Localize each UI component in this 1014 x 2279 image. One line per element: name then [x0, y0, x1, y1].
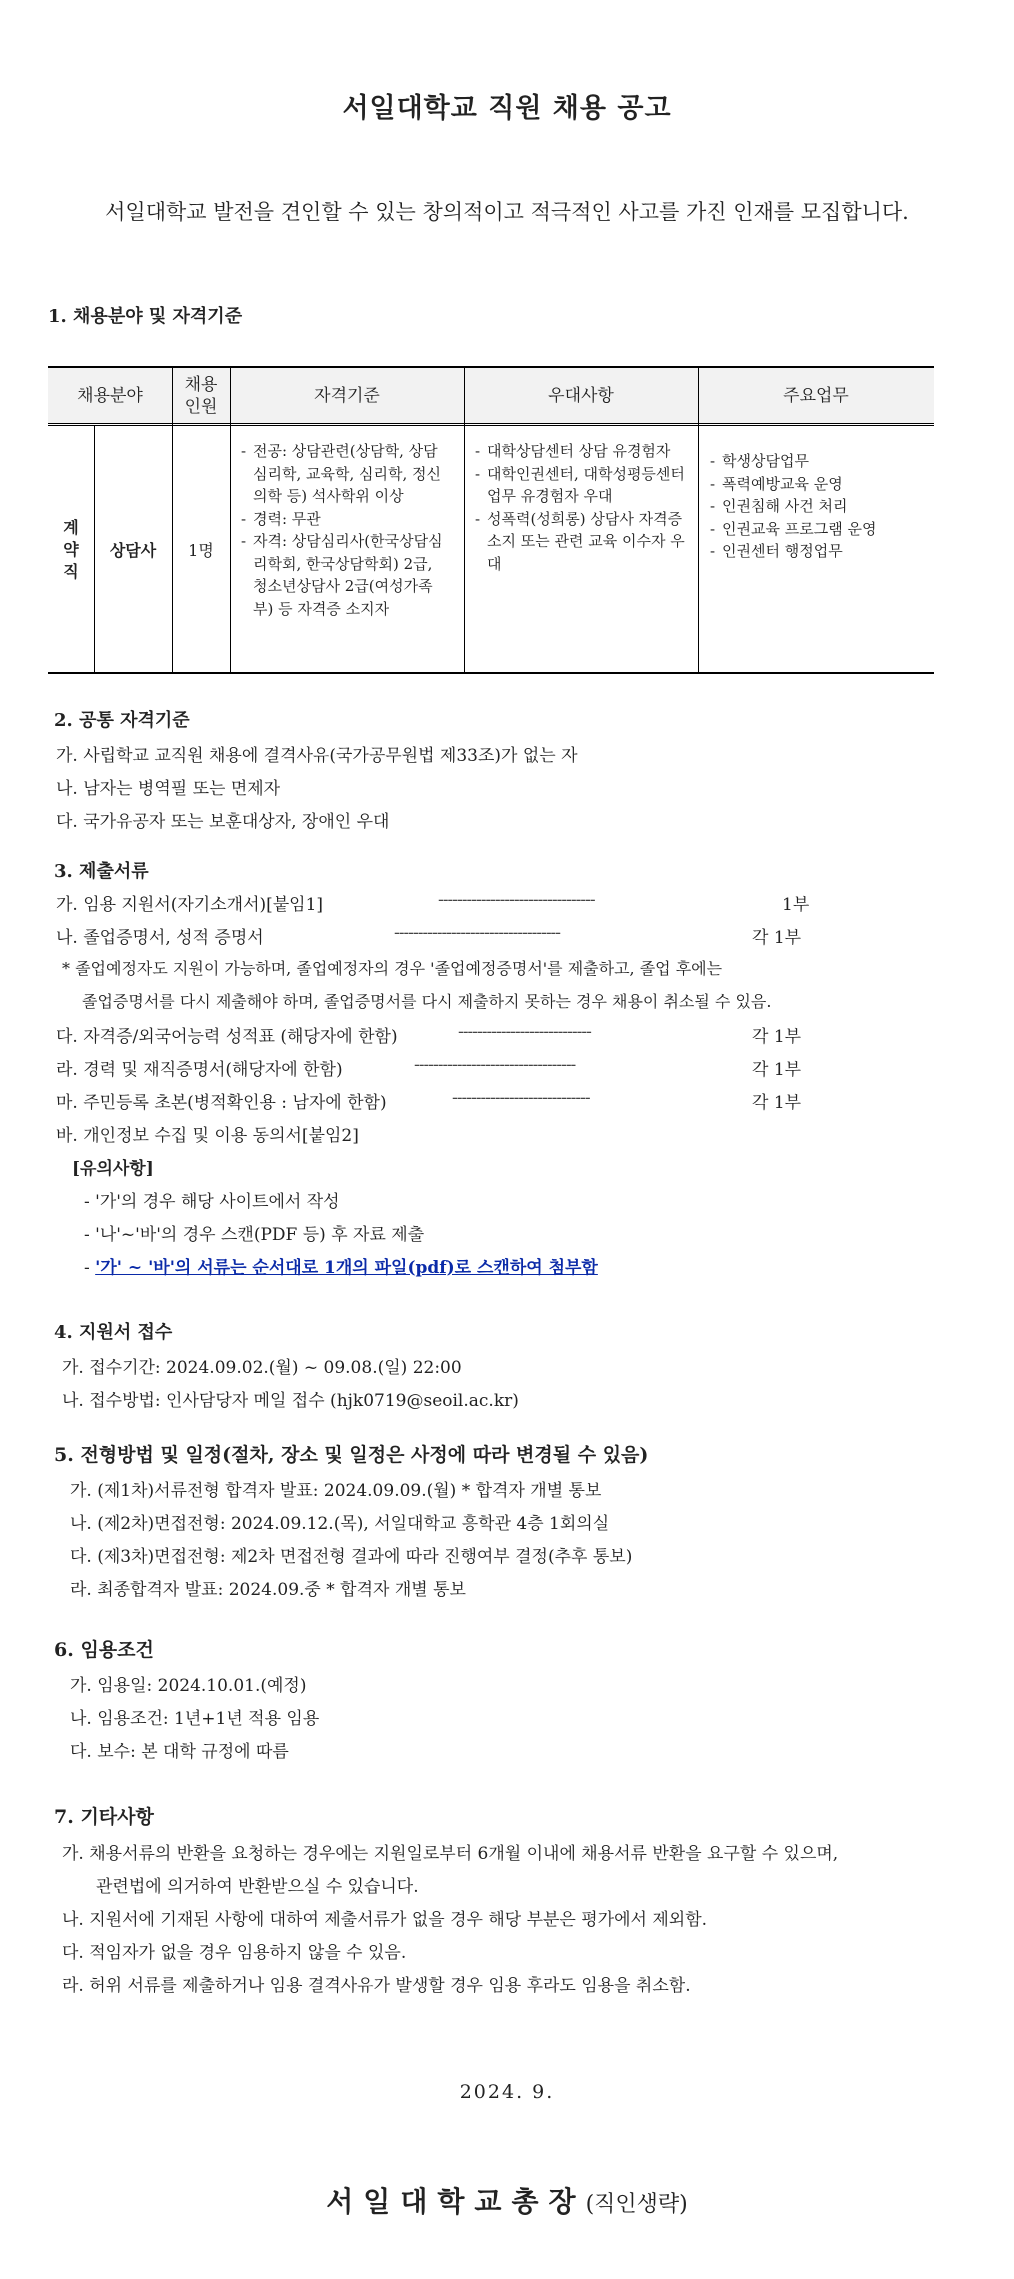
list-item: 다. 국가유공자 또는 보훈대상자, 장애인 우대	[56, 812, 390, 832]
header-preference: 우대사항	[548, 385, 614, 406]
doc-item-da: 다. 자격증/외국어능력 성적표 (해당자에 한함)	[56, 1027, 398, 1047]
caution-heading: [유의사항]	[72, 1159, 154, 1179]
doc-item-ma: 마. 주민등록 초본(병적확인용 : 남자에 한함)	[56, 1093, 387, 1113]
graduation-note: * 졸업예정자도 지원이 가능하며, 졸업예정자의 경우 '졸업예정증명서'를 제출하고, 졸업 후에는	[62, 959, 723, 978]
page-title: 서일대학교 직원 채용 공고	[342, 93, 672, 124]
list-item: 나. 임용조건: 1년+1년 적용 임용	[70, 1709, 320, 1729]
list-item: 라. 허위 서류를 제출하거나 임용 결격사유가 발생할 경우 임용 후라도 임용을 취소함.	[62, 1976, 691, 1996]
doc-item-ga: 가. 임용 지원서(자기소개서)[붙임1]	[56, 895, 324, 915]
cell-qualification	[241, 440, 449, 620]
list-item: 다. (제3차)면접전형: 제2차 면접전형 결과에 따라 진행여부 결정(추후 통보)	[70, 1547, 633, 1567]
list-item: 나. 지원서에 기재된 사항에 대하여 제출서류가 없을 경우 해당 부분은 평가에서 제외함.	[62, 1910, 708, 1930]
cell-count: 1명	[188, 541, 214, 560]
list-item: 다. 보수: 본 대학 규정에 따름	[70, 1742, 289, 1762]
section-1-heading: 1. 채용분야 및 자격기준	[48, 306, 243, 327]
dotted-leader: ----------------------------	[458, 1022, 591, 1042]
dotted-leader: ---------------------------------	[438, 890, 595, 910]
intro-text: 서일대학교 발전을 견인할 수 있는 창의적이고 적극적인 사고를 가진 인재를 모집합니다.	[105, 200, 909, 224]
signature	[0, 2180, 1014, 2220]
header-count: 채용 인원	[184, 374, 218, 417]
cell-type: 계 약 직	[63, 517, 79, 581]
duty-item: - 인권센터 행정업무	[710, 540, 928, 563]
list-item: 가. 채용서류의 반환을 요청하는 경우에는 지원일로부터 6개월 이내에 채용서류 반환을 요구할 수 있으며,	[62, 1844, 839, 1864]
duty-item: - 인권교육 프로그램 운영	[710, 518, 928, 541]
table-header-divider	[48, 423, 934, 424]
doc-item-na: 나. 졸업증명서, 성적 증명서	[56, 928, 264, 948]
dotted-leader: -----------------------------------	[394, 923, 561, 943]
cell-duty	[710, 450, 928, 563]
cell-preference	[475, 440, 687, 575]
list-item: 다. 적임자가 없을 경우 임용하지 않을 수 있음.	[62, 1943, 407, 1963]
duty-item: - 인권침해 사건 처리	[710, 495, 928, 518]
duty-item: - 학생상담업무	[710, 450, 928, 473]
doc-item-ga-count: 1부	[782, 895, 810, 915]
preference-item: - 성폭력(성희롱) 상담사 자격증 소지 또는 관련 교육 이수자 우대	[475, 508, 687, 576]
caution-emphasis: '가' ~ '바'의 서류는 순서대로 1개의 파일(pdf)로 스캔하여 첨부함	[95, 1258, 598, 1278]
doc-item-ra-count: 각 1부	[752, 1060, 802, 1080]
section-2-heading: 2. 공통 자격기준	[54, 710, 190, 731]
section-4-heading: 4. 지원서 접수	[54, 1322, 173, 1343]
recruitment-table	[48, 366, 934, 674]
doc-item-na-count: 각 1부	[752, 928, 802, 948]
notice-date: 2024. 9.	[459, 2081, 555, 2103]
list-item: 라. 최종합격자 발표: 2024.09.중 * 합격자 개별 통보	[70, 1580, 466, 1600]
caution-item: - '나'~'바'의 경우 스캔(PDF 등) 후 자료 제출	[84, 1225, 425, 1245]
doc-item-ra: 라. 경력 및 재직증명서(해당자에 한함)	[56, 1060, 343, 1080]
duty-item: - 폭력예방교육 운영	[710, 473, 928, 496]
qualification-item: - 자격: 상담심리사(한국상담심리학회, 한국상담학회) 2급, 청소년상담사 2급(여성가족부) 등 자격증 소지자	[241, 530, 449, 620]
cell-field: 상담사	[109, 541, 157, 560]
section-3-heading: 3. 제출서류	[54, 861, 149, 882]
section-6-heading: 6. 임용조건	[54, 1639, 154, 1661]
caution-item	[84, 1253, 598, 1278]
doc-item-ba: 바. 개인정보 수집 및 이용 동의서[붙임2]	[56, 1126, 359, 1146]
list-item: 가. 임용일: 2024.10.01.(예정)	[70, 1676, 307, 1696]
header-field: 채용분야	[77, 385, 143, 406]
qualification-item: - 경력: 무관	[241, 508, 449, 531]
dotted-leader: ----------------------------------	[414, 1055, 576, 1075]
list-item-continued: 관련법에 의거하여 반환받으실 수 있습니다.	[96, 1877, 419, 1897]
signature-name: 서일대학교총장	[326, 2185, 586, 2218]
section-5-heading: 5. 전형방법 및 일정(절차, 장소 및 일정은 사정에 따라 변경될 수 있음)	[54, 1444, 649, 1466]
graduation-note-continued: 졸업증명서를 다시 제출해야 하며, 졸업증명서를 다시 제출하지 못하는 경우 채용이 취소될 수 있음.	[82, 992, 772, 1011]
doc-item-ma-count: 각 1부	[752, 1093, 802, 1113]
header-qualification: 자격기준	[314, 385, 380, 406]
qualification-item: - 전공: 상담관련(상담학, 상담심리학, 교육학, 심리학, 정신의학 등) 석사학위 이상	[241, 440, 449, 508]
list-item: 가. (제1차)서류전형 합격자 발표: 2024.09.09.(월) * 합격자 개별 통보	[70, 1481, 602, 1501]
header-duty: 주요업무	[783, 385, 849, 406]
caution-item: - '가'의 경우 해당 사이트에서 작성	[84, 1192, 340, 1212]
signature-note: (직인생략)	[585, 2192, 688, 2217]
list-item: 나. 접수방법: 인사담당자 메일 접수 (hjk0719@seoil.ac.kr)	[62, 1391, 519, 1411]
list-item: 나. 남자는 병역필 또는 면제자	[56, 779, 281, 799]
list-item: 가. 사립학교 교직원 채용에 결격사유(국가공무원법 제33조)가 없는 자	[56, 746, 578, 766]
preference-item: - 대학상담센터 상담 유경험자	[475, 440, 687, 463]
doc-item-da-count: 각 1부	[752, 1027, 802, 1047]
dotted-leader: -----------------------------	[452, 1088, 590, 1108]
list-item: 나. (제2차)면접전형: 2024.09.12.(목), 서일대학교 흥학관 4층 1회의실	[70, 1514, 610, 1534]
preference-item: - 대학인권센터, 대학성평등센터 업무 유경험자 우대	[475, 463, 687, 508]
caution-item-prefix: -	[84, 1258, 96, 1278]
list-item: 가. 접수기간: 2024.09.02.(월) ~ 09.08.(일) 22:00	[62, 1358, 462, 1378]
section-7-heading: 7. 기타사항	[54, 1806, 154, 1828]
